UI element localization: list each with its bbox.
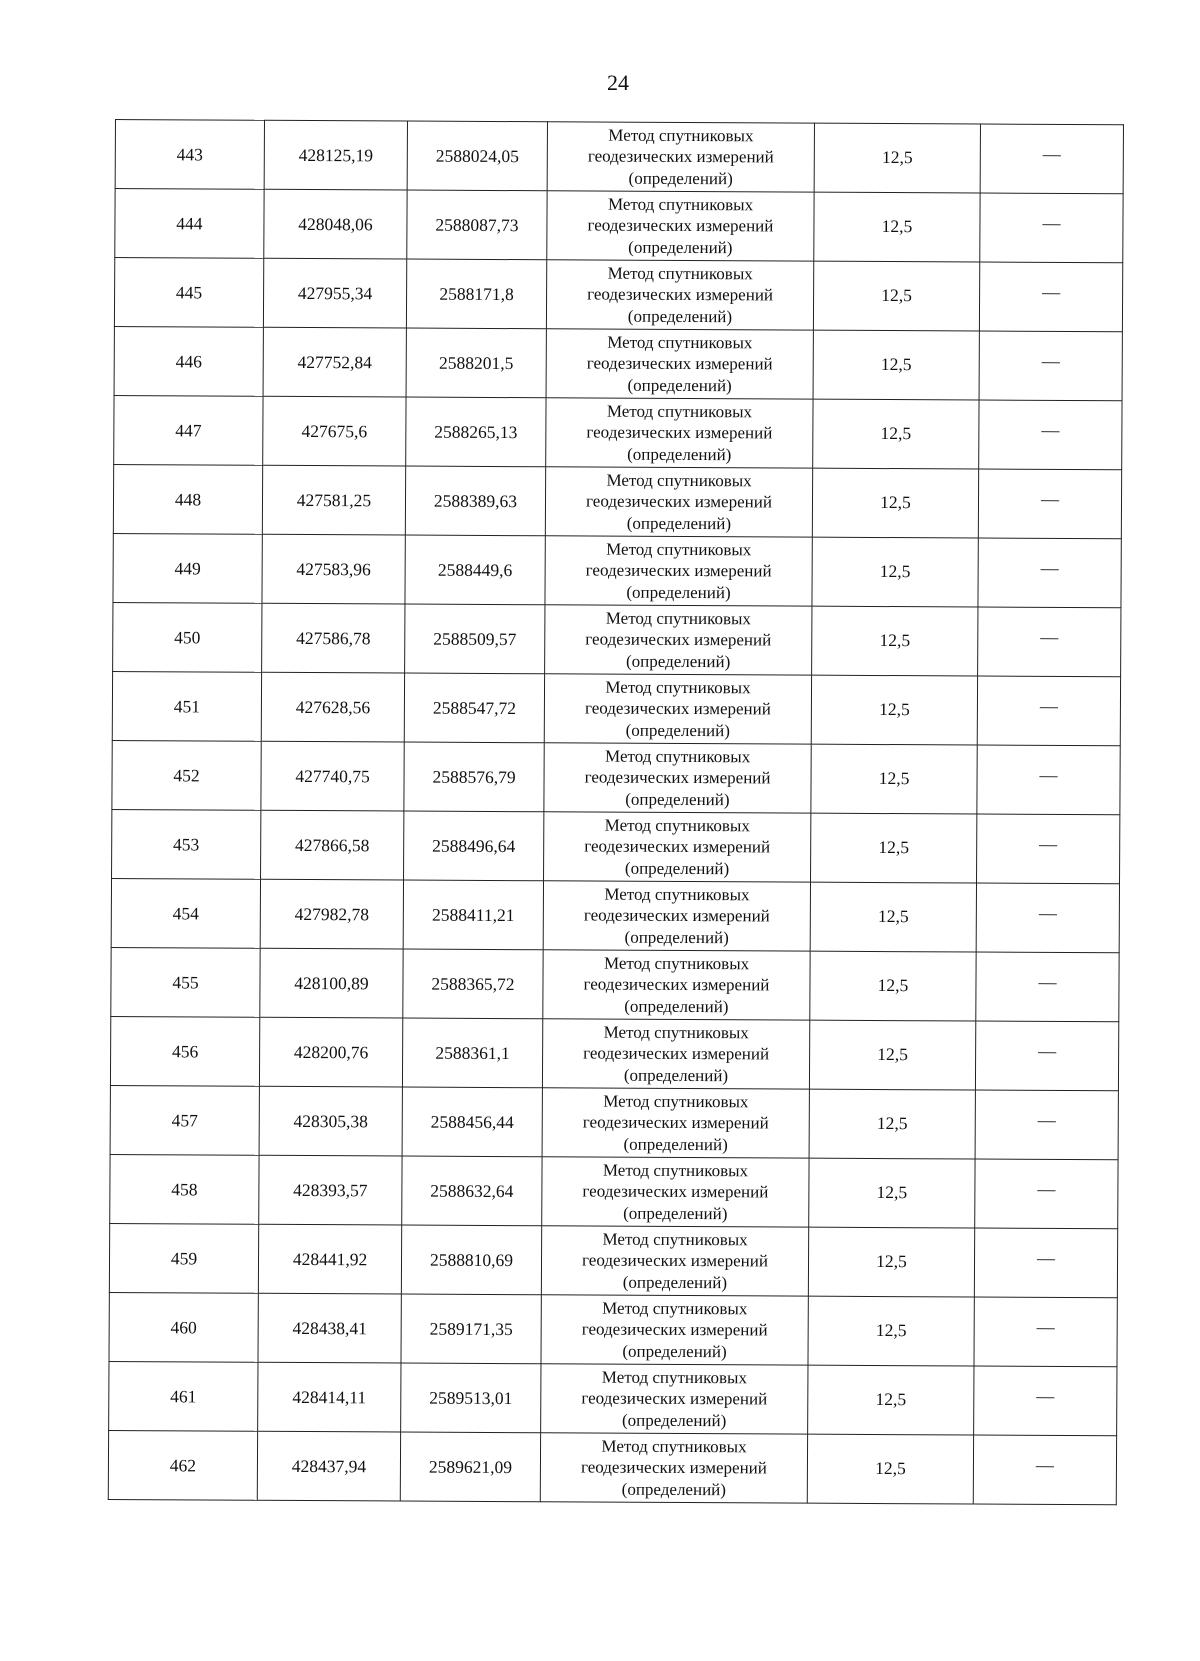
x-coordinate-cell: 428200,76 [259, 1017, 402, 1087]
method-cell [545, 467, 812, 537]
method-line: (определений) [627, 444, 732, 464]
x-coordinate-cell: 428100,89 [260, 948, 403, 1018]
method-line: геодезических измерений [583, 1043, 770, 1064]
method-cell [542, 1157, 809, 1227]
method-line: геодезических измерений [587, 215, 774, 236]
accuracy-cell: 12,5 [811, 675, 977, 745]
x-coordinate-cell: 428125,19 [264, 120, 407, 190]
table-row [111, 947, 1119, 1021]
coordinates-table [108, 119, 1124, 1505]
method-line: (определений) [624, 996, 729, 1016]
method-line: Метод спутниковых [603, 1022, 749, 1043]
accuracy-cell: 12,5 [811, 813, 977, 883]
table-row [113, 602, 1121, 676]
point-number-cell: 458 [110, 1154, 259, 1224]
method-cell [542, 1088, 809, 1158]
accuracy-cell: 12,5 [808, 1227, 974, 1297]
method-line: геодезических измерений [584, 698, 771, 719]
y-coordinate-cell: 2588810,69 [401, 1225, 541, 1295]
method-line: (определений) [627, 375, 732, 395]
x-coordinate-cell: 428437,94 [257, 1431, 400, 1501]
point-number-cell: 445 [114, 258, 263, 328]
x-coordinate-cell: 428414,11 [258, 1362, 401, 1432]
method-line: (определений) [623, 1065, 729, 1085]
y-coordinate-cell: 2588361,1 [402, 1018, 542, 1088]
note-cell: — [974, 1228, 1117, 1298]
method-line: Метод спутниковых [601, 1367, 748, 1388]
accuracy-cell: 12,5 [809, 1020, 975, 1090]
accuracy-cell: 12,5 [808, 1365, 974, 1435]
method-line: (определений) [625, 720, 730, 740]
method-line: геодезических измерений [581, 1319, 768, 1340]
table-body [108, 120, 1123, 1505]
method-line: геодезических измерений [587, 146, 774, 167]
method-cell [543, 950, 810, 1020]
method-cell [544, 812, 811, 882]
y-coordinate-cell: 2588201,5 [406, 328, 546, 398]
accuracy-cell: 12,5 [811, 744, 977, 814]
method-line: Метод спутниковых [605, 677, 751, 698]
x-coordinate-cell: 427586,78 [262, 603, 405, 673]
point-number-cell: 443 [115, 120, 264, 190]
accuracy-cell: 12,5 [813, 399, 979, 469]
x-coordinate-cell: 427982,78 [260, 879, 403, 949]
method-line: (определений) [623, 1134, 728, 1154]
table-row [110, 1016, 1118, 1090]
y-coordinate-cell: 2588389,63 [405, 466, 545, 536]
method-cell [541, 1295, 808, 1365]
method-line: Метод спутниковых [603, 1091, 749, 1112]
note-cell: — [977, 814, 1120, 884]
table-row [114, 395, 1122, 469]
x-coordinate-cell: 428438,41 [258, 1293, 401, 1363]
point-number-cell: 453 [112, 809, 261, 879]
x-coordinate-cell: 427866,58 [261, 810, 404, 880]
note-cell: — [980, 124, 1123, 194]
table-row [110, 1085, 1118, 1159]
y-coordinate-cell: 2588456,44 [402, 1087, 542, 1157]
table-row [109, 1361, 1117, 1435]
method-line: геодезических измерений [585, 560, 772, 581]
method-line: Метод спутниковых [605, 746, 751, 767]
method-line: геодезических измерений [586, 491, 773, 512]
note-cell: — [977, 745, 1120, 815]
method-line: (определений) [625, 789, 730, 809]
method-cell [546, 260, 813, 330]
point-number-cell: 454 [111, 878, 260, 948]
table-row [111, 878, 1119, 952]
point-number-cell: 461 [109, 1361, 258, 1431]
method-line: Метод спутниковых [607, 194, 754, 215]
method-line: Метод спутниковых [602, 1160, 749, 1181]
point-number-cell: 451 [112, 671, 261, 741]
note-cell: — [973, 1435, 1116, 1505]
method-cell [546, 398, 813, 468]
table-row [114, 258, 1122, 332]
method-line: геодезических измерений [582, 1112, 769, 1133]
y-coordinate-cell: 2588087,73 [407, 190, 547, 260]
note-cell: — [979, 262, 1122, 332]
method-line: Метод спутниковых [606, 539, 752, 560]
method-line: (определений) [628, 237, 733, 257]
x-coordinate-cell: 427581,25 [262, 465, 405, 535]
method-line: (определений) [627, 306, 733, 326]
y-coordinate-cell: 2588509,57 [405, 604, 545, 674]
table-row [112, 671, 1120, 745]
method-line: Метод спутниковых [605, 608, 752, 629]
point-number-cell: 452 [112, 740, 261, 810]
method-line: Метод спутниковых [604, 884, 750, 905]
method-line: геодезических измерений [584, 767, 771, 788]
method-line: геодезических измерений [582, 1181, 769, 1202]
y-coordinate-cell: 2588632,64 [402, 1156, 542, 1226]
y-coordinate-cell: 2589513,01 [401, 1363, 541, 1433]
table-row [109, 1292, 1117, 1366]
method-line: Метод спутниковых [602, 1298, 748, 1319]
x-coordinate-cell: 428048,06 [264, 189, 407, 259]
method-line: Метод спутниковых [607, 263, 753, 284]
method-line: (определений) [622, 1410, 727, 1430]
method-line: (определений) [624, 858, 730, 878]
method-line: геодезических измерений [584, 836, 771, 857]
method-line: Метод спутниковых [601, 1436, 747, 1457]
table-row [115, 189, 1123, 263]
method-line: Метод спутниковых [608, 125, 754, 146]
table-row [113, 464, 1121, 538]
method-cell [544, 674, 811, 744]
point-number-cell: 444 [115, 189, 264, 259]
method-line: геодезических измерений [583, 974, 770, 995]
method-line: геодезических измерений [580, 1457, 767, 1478]
note-cell: — [979, 331, 1122, 401]
y-coordinate-cell: 2588547,72 [404, 673, 544, 743]
note-cell: — [974, 1366, 1117, 1436]
method-cell [546, 329, 813, 399]
table-row [110, 1154, 1118, 1228]
method-cell [540, 1433, 807, 1503]
method-line: геодезических измерений [581, 1388, 768, 1409]
note-cell: — [974, 1297, 1117, 1367]
method-cell [543, 881, 810, 951]
method-cell [545, 605, 812, 675]
accuracy-cell: 12,5 [812, 606, 978, 676]
method-cell [541, 1364, 808, 1434]
y-coordinate-cell: 2588024,05 [407, 121, 547, 191]
method-line: геодезических измерений [582, 1250, 769, 1271]
table-row [115, 120, 1123, 194]
accuracy-cell: 12,5 [808, 1296, 974, 1366]
method-line: Метод спутниковых [607, 332, 753, 353]
accuracy-cell: 12,5 [812, 537, 978, 607]
point-number-cell: 455 [111, 947, 260, 1017]
method-line: Метод спутниковых [606, 401, 753, 422]
point-number-cell: 457 [110, 1085, 259, 1155]
point-number-cell: 460 [109, 1292, 258, 1362]
point-number-cell: 456 [110, 1016, 259, 1086]
page-number: 24 [607, 70, 629, 95]
note-cell: — [980, 193, 1123, 263]
method-line: (определений) [623, 1203, 728, 1223]
note-cell: — [978, 469, 1121, 539]
method-line: (определений) [622, 1272, 728, 1292]
accuracy-cell: 12,5 [810, 951, 976, 1021]
x-coordinate-cell: 427955,34 [263, 258, 406, 328]
method-line: (определений) [628, 168, 733, 188]
method-cell [541, 1226, 808, 1296]
y-coordinate-cell: 2588449,6 [405, 535, 545, 605]
method-line: геодезических измерений [586, 353, 773, 374]
x-coordinate-cell: 427752,84 [263, 327, 406, 397]
point-number-cell: 462 [108, 1430, 257, 1500]
accuracy-cell: 12,5 [813, 261, 979, 331]
y-coordinate-cell: 2588265,13 [406, 397, 546, 467]
note-cell: — [978, 607, 1121, 677]
method-cell [542, 1019, 809, 1089]
x-coordinate-cell: 428305,38 [259, 1086, 402, 1156]
table-row [112, 740, 1120, 814]
note-cell: — [976, 952, 1119, 1022]
method-cell [547, 191, 814, 261]
accuracy-cell: 12,5 [807, 1434, 973, 1504]
x-coordinate-cell: 427740,75 [261, 741, 404, 811]
note-cell: — [975, 1159, 1118, 1229]
y-coordinate-cell: 2588171,8 [406, 259, 546, 329]
method-line: геодезических измерений [587, 284, 774, 305]
y-coordinate-cell: 2588496,64 [404, 811, 544, 881]
method-line: (определений) [625, 651, 731, 671]
method-line: Метод спутниковых [606, 470, 752, 491]
method-line: (определений) [626, 513, 732, 533]
y-coordinate-cell: 2588411,21 [403, 880, 543, 950]
point-number-cell: 449 [113, 533, 262, 603]
point-number-cell: 448 [113, 464, 262, 534]
table-row [114, 326, 1122, 400]
method-line: геодезических измерений [585, 629, 772, 650]
point-number-cell: 446 [114, 326, 263, 396]
method-cell [544, 743, 811, 813]
note-cell: — [976, 883, 1119, 953]
note-cell: — [977, 676, 1120, 746]
point-number-cell: 459 [109, 1223, 258, 1293]
method-line: (определений) [624, 927, 729, 947]
x-coordinate-cell: 428441,92 [258, 1224, 401, 1294]
method-line: Метод спутниковых [603, 953, 750, 974]
x-coordinate-cell: 427583,96 [262, 534, 405, 604]
method-line: (определений) [621, 1479, 727, 1499]
accuracy-cell: 12,5 [810, 882, 976, 952]
y-coordinate-cell: 2589171,35 [401, 1294, 541, 1364]
note-cell: — [979, 400, 1122, 470]
y-coordinate-cell: 2589621,09 [400, 1432, 540, 1502]
method-cell [545, 536, 812, 606]
note-cell: — [975, 1021, 1118, 1091]
accuracy-cell: 12,5 [809, 1158, 975, 1228]
accuracy-cell: 12,5 [812, 468, 978, 538]
point-number-cell: 450 [113, 602, 262, 672]
table-row [108, 1430, 1116, 1504]
method-line: Метод спутниковых [602, 1229, 748, 1250]
x-coordinate-cell: 428393,57 [259, 1155, 402, 1225]
method-line: Метод спутниковых [604, 815, 750, 836]
method-cell [547, 122, 814, 192]
method-line: (определений) [626, 582, 731, 602]
x-coordinate-cell: 427628,56 [261, 672, 404, 742]
table-row [112, 809, 1120, 883]
method-line: геодезических измерений [583, 905, 770, 926]
note-cell: — [975, 1090, 1118, 1160]
table-row [109, 1223, 1117, 1297]
method-line: (определений) [622, 1341, 727, 1361]
y-coordinate-cell: 2588576,79 [404, 742, 544, 812]
accuracy-cell: 12,5 [814, 192, 980, 262]
method-line: геодезических измерений [586, 422, 773, 443]
y-coordinate-cell: 2588365,72 [403, 949, 543, 1019]
point-number-cell: 447 [114, 395, 263, 465]
accuracy-cell: 12,5 [809, 1089, 975, 1159]
table-row [113, 533, 1121, 607]
note-cell: — [978, 538, 1121, 608]
x-coordinate-cell: 427675,6 [263, 396, 406, 466]
accuracy-cell: 12,5 [813, 330, 979, 400]
accuracy-cell: 12,5 [814, 123, 980, 193]
